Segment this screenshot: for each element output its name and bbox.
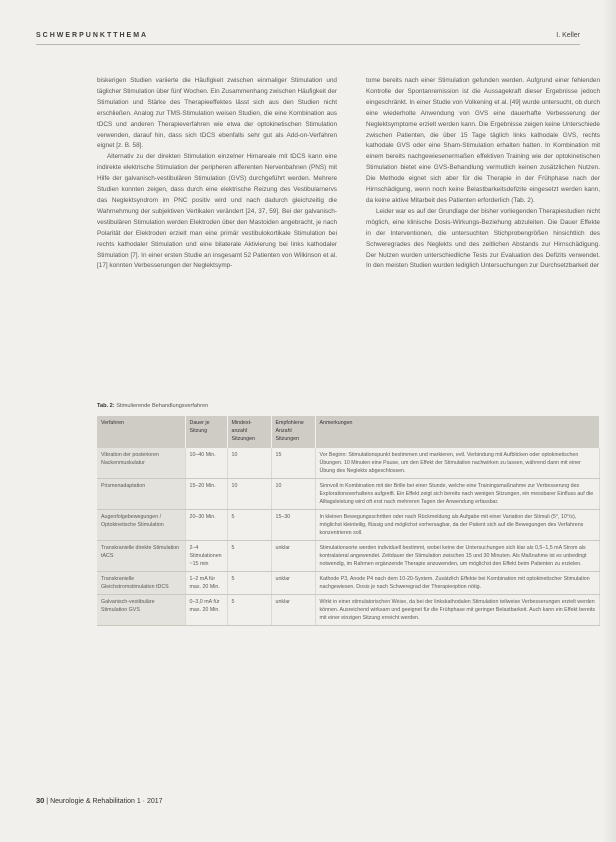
table-cell: 5 bbox=[227, 510, 271, 541]
table-cell: Augenfolgebewegungen / Optokinetische Stimulation bbox=[97, 510, 185, 541]
scan-shadow bbox=[602, 0, 616, 842]
table-cell: 1–2 mA für max. 20 Min. bbox=[185, 572, 227, 595]
page-footer bbox=[36, 796, 163, 805]
treatment-table bbox=[97, 416, 600, 626]
column-header-min-sessions: Mindest-anzahl Sitzungen bbox=[227, 416, 271, 448]
table-cell: Stimulationsorte werden individuell bestimmt, wobei keine der Untersuchungen sich klar als 0,5–1,5 mA Strom als kontralateral angewendet. Zeitdauer der Stimulation zwischen 15 und 30 Minuten. Als Maßnahme ist es unbedingt notwendig, im Rahmen ergänzende Therapie anzuwenden, um möglichst den Effekt beim Patienten zu erzielen. bbox=[315, 541, 600, 572]
table-cell: Kathode P3, Anode P4 nach dem 10-20-System. Zusätzlich Effekte bei Kombination mit optokinetischer Stimulation nachgewiesen. Dosis je nach Schweregrad der Therapieoption nötig. bbox=[315, 572, 600, 595]
table-cell: 5 bbox=[227, 572, 271, 595]
table-cell: 15–30 bbox=[271, 510, 315, 541]
column-header-duration: Dauer je Sitzung bbox=[185, 416, 227, 448]
table-caption bbox=[97, 403, 208, 409]
table-cell: Transkranielle Gleichstromstimulation tDCS bbox=[97, 572, 185, 595]
table-cell: In kleinen Bewegungsschritten oder nach Rückmeldung als Aufgabe mit einer Variation der Stimuli (5°, 10°/s), möglichst kleinteilig, flüssig und möglichst vorhersagbar, da der Patient sich auf die Bewegungen des Verfahrens konzentrieren soll. bbox=[315, 510, 600, 541]
paragraph: biskerigen Studien variierte die Häufigkeit zwischen einmaliger Stimulation und täglicher Stimulation über fünf Wochen. Ein Zusammenhang zwischen Häufigkeit der Stimulation und Stärke des Therapieeffektes lässt sich aus den Studien nicht erschließen. Analog zur TMS-Stimulation weisen Studien, die eine Kombination aus tDCS und anderen Therapieverfahren wie etwa der optokinetischen Stimulation verwenden, darauf hin, dass sich tDCS ebenfalls sehr gut als Add-on-Verfahren eignet [z. B. 58]. bbox=[97, 77, 337, 150]
table-cell: Transkranielle direkte Stimulation tACS bbox=[97, 541, 185, 572]
journal-name: Neurologie & Rehabilitation 1 · 2017 bbox=[50, 798, 163, 805]
table-cell: Sinnvoll in Kombination mit der Brille bei einer Stunde, welche eine Trainingsmaßnahme zur Verbesserung des Explorationsverhaltens aufgreift. Ein Effekt zeigt sich bereits nach wenigen Sitzungen, ein messbarer Einfluss auf die Alltagsleistung wird oft erst nach mehreren Tagen der Anwendung erfassbar. bbox=[315, 479, 600, 510]
table-cell: 2–4 Stimulationen ~15 min bbox=[185, 541, 227, 572]
right-text-column bbox=[366, 76, 600, 272]
header-rule bbox=[36, 44, 580, 45]
table-cell: 10 bbox=[227, 448, 271, 479]
column-header-method: Verfahren bbox=[97, 416, 185, 448]
table-cell: 5 bbox=[227, 595, 271, 626]
table-caption-text: Stimulierende Behandlungsverfahren bbox=[116, 403, 209, 409]
column-header-recommended-sessions: Empfohlene Anzahl Sitzungen bbox=[271, 416, 315, 448]
table-cell: Prismenadaptation bbox=[97, 479, 185, 510]
table-row bbox=[97, 572, 600, 595]
column-header-notes: Anmerkungen bbox=[315, 416, 600, 448]
paragraph: Leider war es auf der Grundlage der bisher vorliegenden Therapiestudien nicht möglich, eine klinische Dosis-Wirkungs-Beziehung abzuleiten. Die Dauer Effekte in der Interventionen, die untersuchten Stichprobengrößen hinsichtlich des Schweregrades des Neglekts und des zeitlichen Abstands zur Hirnschädigung. Der Nutzen wurden unterschiedliche Tests zur Evaluation des Defizits verwendet. In den meisten Studien wurden lediglich Untersuchungen zur Durchsetzbarkeit der bbox=[366, 207, 600, 270]
table-cell: 15–20 Min. bbox=[185, 479, 227, 510]
footer-separator: | bbox=[46, 798, 51, 805]
table-row bbox=[97, 479, 600, 510]
paragraph: tome bereits nach einer Stimulation gefunden werden. Aufgrund einer fehlenden Kontrolle der Spontanremission ist die Aussagekraft dieser Ergebnisse jedoch eingeschränkt. In einer Studie von Volkening et al. [49] wurde untersucht, ob durch eine wiederholte Anwendung von GVS eine dauerhafte Verbesserung der Neglektsymptome erzielt werden kann. Die Ergebnisse zeigen keine Unterschiede zwischen Patienten, die über 15 Tage täglich links kathodale GVS, rechts kathodale GVS oder eine Sham-Stimulation erhalten hatten. In Kombination mit einem bereits nachgewiesenermaßen effektiven Training wie der optokinetischen Stimulation bietet eine GVS-Behandlung vermutlich keinen zusätzlichen Nutzen. Die Methode eignet sich aber für die Therapie in der Frühphase nach der Hirnschädigung, wenn noch keine Belastbarkeitsdefizite eingesetzt werden kann, da keine aktive Mitarbeit des Patienten erforderlich (Tab. 2). bbox=[366, 77, 600, 204]
table-row bbox=[97, 448, 600, 479]
running-author: I. Keller bbox=[556, 32, 580, 39]
table-cell: Vor Beginn: Stimulationspunkt bestimmen und markieren, evtl. Verbindung mit Aufblicken oder optokinetischen Übungen. 10 Minuten eine Pause, um den Effekt der Stimulation nachwirken zu lassen, während dann mit einer Übung des Neglekts abgeschlossen. bbox=[315, 448, 600, 479]
table-cell: 10 bbox=[227, 479, 271, 510]
table-cell: 0–3,0 mA für max. 20 Min. bbox=[185, 595, 227, 626]
table-row bbox=[97, 541, 600, 572]
paragraph: Alternativ zu der direkten Stimulation einzelner Hirnareale mit tDCS kann eine indirekte elektrische Stimulation der peripheren afferenten Nervenbahnen (PNS) mit Hilfe der galvanisch-vestibulären Stimulation (GVS) durchgeführt werden. Mehrere Studien konnten zeigen, dass durch eine elektrische Reizung des Vestibularnervs das Neglektsyndrom im PNC positiv wird und nach dadurch gleichzeitig die Wahrnehmung der subjektiven Vertikalen verändert [24, 37, 59]. Bei der galvanisch-vestibulären Stimulation werden Elektroden über den Mastoiden angebracht, je nach Polarität der Elektroden erzielt man eine primär vestibulokortikale Stimulation bei rechts kathodaler Stimulation und eine bilaterale Aktivierung bei links kathodaler Stimulation [7]. In einer ersten Studie an insgesamt 52 Patienten von Wilkinson et al. [17] konnten Verbesserungen der Neglektsymp- bbox=[97, 153, 337, 270]
section-header: SCHWERPUNKTTHEMA bbox=[36, 32, 149, 39]
table-header-row bbox=[97, 416, 600, 448]
table-cell: unklar bbox=[271, 572, 315, 595]
table-cell: 10–40 Min. bbox=[185, 448, 227, 479]
table-row bbox=[97, 510, 600, 541]
table-cell: unklar bbox=[271, 595, 315, 626]
left-text-column bbox=[97, 76, 337, 272]
table-cell: 10 bbox=[271, 479, 315, 510]
table-caption-label: Tab. 2: bbox=[97, 403, 115, 409]
table-cell: Vibration der posterioren Nackenmuskulatur bbox=[97, 448, 185, 479]
table-cell: 15 bbox=[271, 448, 315, 479]
table-cell: 5 bbox=[227, 541, 271, 572]
table-row bbox=[97, 595, 600, 626]
page-number: 30 bbox=[36, 796, 45, 805]
table-cell: Galvanisch-vestibuläre Stimulation GVS bbox=[97, 595, 185, 626]
table-cell: unklar bbox=[271, 541, 315, 572]
table-cell: Wirkt in einer stimulatorischen Weise, da bei der linkskathodalen Stimulation teilweise Verbesserungen erzielt werden können. Ausreichend wirksam und geeignet für die Frühphase mit geringer Belastbarkeit. Auch kann ein Effekt bereits mit einer einzigen Sitzung erreicht werden. bbox=[315, 595, 600, 626]
table-cell: 20–30 Min. bbox=[185, 510, 227, 541]
